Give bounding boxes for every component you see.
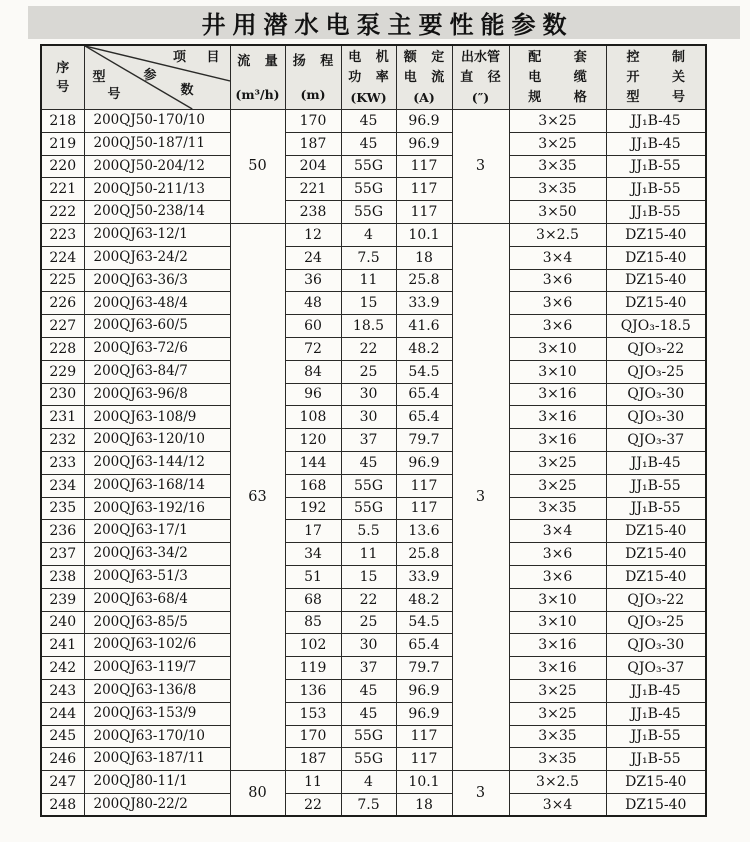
cable-spec-cell: 3×16 [509, 383, 606, 406]
serial-header-line2: 号 [56, 79, 70, 95]
model-cell: 200QJ63-60/5 [84, 315, 230, 338]
table-row [41, 155, 706, 178]
head-cell: 84 [285, 360, 341, 383]
motor-power-cell: 11 [341, 543, 396, 566]
diagonal-label-param-2: 数 [180, 83, 194, 98]
head-cell: 85 [285, 611, 341, 634]
serial-number-cell: 222 [41, 201, 84, 224]
col-header-outlet-diameter [452, 45, 509, 110]
table-row [41, 634, 706, 657]
diagonal-label-param-1: 参 [143, 68, 157, 83]
model-cell: 200QJ63-24/2 [84, 246, 230, 269]
outlet-diameter-cell: 3 [452, 110, 509, 224]
serial-number-cell: 228 [41, 337, 84, 360]
switch-model-cell: QJO₃-22 [606, 337, 706, 360]
head-cell: 60 [285, 315, 341, 338]
power-header-line1: 电 机 [348, 50, 389, 65]
flow-rate-cell: 80 [230, 771, 285, 817]
rated-current-cell: 54.5 [396, 611, 452, 634]
head-cell: 144 [285, 451, 341, 474]
switch-model-cell: DZ15-40 [606, 771, 706, 794]
motor-power-cell: 30 [341, 406, 396, 429]
rated-current-cell: 96.9 [396, 132, 452, 155]
flow-header-label: 流 量 [237, 54, 278, 69]
rated-current-cell: 33.9 [396, 565, 452, 588]
model-cell: 200QJ50-204/12 [84, 155, 230, 178]
diagonal-label-model-2: 号 [107, 87, 121, 102]
head-cell: 187 [285, 748, 341, 771]
motor-power-cell: 37 [341, 657, 396, 680]
model-cell: 200QJ50-170/10 [84, 110, 230, 133]
rated-current-cell: 10.1 [396, 771, 452, 794]
motor-power-cell: 30 [341, 383, 396, 406]
cable-spec-cell: 3×16 [509, 657, 606, 680]
table-row [41, 223, 706, 246]
rated-current-cell: 117 [396, 178, 452, 201]
col-header-model-diagonal [84, 45, 230, 110]
diagonal-label-model-1: 型 [92, 70, 106, 85]
motor-power-cell: 55G [341, 155, 396, 178]
cable-spec-cell: 3×4 [509, 246, 606, 269]
motor-power-cell: 45 [341, 679, 396, 702]
model-cell: 200QJ63-170/10 [84, 725, 230, 748]
serial-number-cell: 234 [41, 474, 84, 497]
table-row [41, 383, 706, 406]
rated-current-cell: 96.9 [396, 110, 452, 133]
current-header-unit: (A) [413, 89, 435, 105]
switch-model-cell: QJO₃-22 [606, 588, 706, 611]
outlet-header-line1: 出水管 [460, 50, 500, 65]
serial-number-cell: 248 [41, 793, 84, 816]
serial-number-cell: 236 [41, 520, 84, 543]
motor-power-cell: 7.5 [341, 246, 396, 269]
head-cell: 68 [285, 588, 341, 611]
switch-model-cell: DZ15-40 [606, 565, 706, 588]
motor-power-cell: 25 [341, 360, 396, 383]
motor-power-cell: 22 [341, 337, 396, 360]
cable-header-line1: 配 套 [528, 50, 587, 65]
serial-number-cell: 245 [41, 725, 84, 748]
head-cell: 192 [285, 497, 341, 520]
rated-current-cell: 65.4 [396, 634, 452, 657]
model-cell: 200QJ63-144/12 [84, 451, 230, 474]
rated-current-cell: 48.2 [396, 588, 452, 611]
col-header-motor-power [341, 45, 396, 110]
head-header-label: 扬 程 [292, 54, 334, 69]
cable-header-line2: 电 缆 [528, 70, 587, 85]
table-row [41, 702, 706, 725]
outlet-header-unit: (″) [471, 89, 490, 105]
current-header-line2: 电 流 [403, 70, 445, 86]
table-row [41, 178, 706, 201]
rated-current-cell: 25.8 [396, 543, 452, 566]
rated-current-cell: 25.8 [396, 269, 452, 292]
model-cell: 200QJ63-72/6 [84, 337, 230, 360]
switch-model-cell: JJ₁B-55 [606, 748, 706, 771]
table-row [41, 429, 706, 452]
col-header-control-switch [606, 45, 706, 110]
head-cell: 108 [285, 406, 341, 429]
model-cell: 200QJ63-108/9 [84, 406, 230, 429]
col-header-head [285, 45, 341, 110]
motor-power-cell: 45 [341, 110, 396, 133]
head-cell: 187 [285, 132, 341, 155]
table-row [41, 679, 706, 702]
switch-model-cell: QJO₃-18.5 [606, 315, 706, 338]
cable-header-line3: 规 格 [528, 90, 587, 105]
power-header-line2: 功 率 [348, 70, 389, 86]
head-cell: 34 [285, 543, 341, 566]
model-cell: 200QJ63-36/3 [84, 269, 230, 292]
switch-model-cell: QJO₃-25 [606, 360, 706, 383]
serial-header-line1: 序 [56, 60, 70, 76]
serial-number-cell: 221 [41, 178, 84, 201]
motor-power-cell: 15 [341, 292, 396, 315]
cable-spec-cell: 3×10 [509, 611, 606, 634]
switch-model-cell: QJO₃-30 [606, 406, 706, 429]
rated-current-cell: 117 [396, 155, 452, 178]
rated-current-cell: 65.4 [396, 406, 452, 429]
table-row [41, 725, 706, 748]
table-row [41, 246, 706, 269]
serial-number-cell: 229 [41, 360, 84, 383]
serial-number-cell: 232 [41, 429, 84, 452]
model-cell: 200QJ63-17/1 [84, 520, 230, 543]
rated-current-cell: 18 [396, 793, 452, 816]
rated-current-cell: 33.9 [396, 292, 452, 315]
table-row [41, 292, 706, 315]
table-row [41, 315, 706, 338]
serial-number-cell: 242 [41, 657, 84, 680]
head-header-unit: (m) [300, 86, 326, 102]
header-row [41, 45, 706, 110]
head-cell: 120 [285, 429, 341, 452]
rated-current-cell: 10.1 [396, 223, 452, 246]
switch-header-line3: 型 号 [626, 90, 686, 105]
serial-number-cell: 219 [41, 132, 84, 155]
switch-model-cell: JJ₁B-45 [606, 132, 706, 155]
switch-model-cell: JJ₁B-55 [606, 155, 706, 178]
serial-number-cell: 244 [41, 702, 84, 725]
table-row [41, 474, 706, 497]
rated-current-cell: 117 [396, 474, 452, 497]
head-cell: 96 [285, 383, 341, 406]
table-row [41, 657, 706, 680]
motor-power-cell: 55G [341, 497, 396, 520]
table-row [41, 110, 706, 133]
head-cell: 48 [285, 292, 341, 315]
motor-power-cell: 45 [341, 132, 396, 155]
table-row [41, 337, 706, 360]
cable-spec-cell: 3×35 [509, 748, 606, 771]
cable-spec-cell: 3×25 [509, 110, 606, 133]
rated-current-cell: 79.7 [396, 429, 452, 452]
outlet-diameter-cell: 3 [452, 771, 509, 817]
serial-number-cell: 220 [41, 155, 84, 178]
switch-model-cell: JJ₁B-55 [606, 178, 706, 201]
cable-spec-cell: 3×6 [509, 292, 606, 315]
head-cell: 51 [285, 565, 341, 588]
table-row [41, 565, 706, 588]
head-cell: 11 [285, 771, 341, 794]
switch-model-cell: JJ₁B-55 [606, 474, 706, 497]
col-header-flow [230, 45, 285, 110]
switch-model-cell: QJO₃-25 [606, 611, 706, 634]
cable-spec-cell: 3×50 [509, 201, 606, 224]
motor-power-cell: 55G [341, 178, 396, 201]
motor-power-cell: 11 [341, 269, 396, 292]
cable-spec-cell: 3×25 [509, 679, 606, 702]
motor-power-cell: 25 [341, 611, 396, 634]
table-row [41, 406, 706, 429]
head-cell: 22 [285, 793, 341, 816]
cable-spec-cell: 3×25 [509, 132, 606, 155]
table-row [41, 611, 706, 634]
table-row [41, 543, 706, 566]
cable-spec-cell: 3×35 [509, 497, 606, 520]
model-cell: 200QJ63-168/14 [84, 474, 230, 497]
rated-current-cell: 117 [396, 748, 452, 771]
table-row [41, 748, 706, 771]
serial-number-cell: 231 [41, 406, 84, 429]
rated-current-cell: 48.2 [396, 337, 452, 360]
col-header-cable-spec [509, 45, 606, 110]
power-header-unit: (KW) [350, 89, 387, 105]
model-cell: 200QJ63-136/8 [84, 679, 230, 702]
switch-model-cell: JJ₁B-55 [606, 725, 706, 748]
serial-number-cell: 238 [41, 565, 84, 588]
cable-spec-cell: 3×16 [509, 634, 606, 657]
model-cell: 200QJ80-11/1 [84, 771, 230, 794]
table-row [41, 132, 706, 155]
cable-spec-cell: 3×6 [509, 315, 606, 338]
model-cell: 200QJ63-192/16 [84, 497, 230, 520]
serial-number-cell: 235 [41, 497, 84, 520]
rated-current-cell: 79.7 [396, 657, 452, 680]
model-cell: 200QJ63-84/7 [84, 360, 230, 383]
cable-spec-cell: 3×4 [509, 793, 606, 816]
switch-model-cell: JJ₁B-45 [606, 110, 706, 133]
switch-model-cell: QJO₃-37 [606, 657, 706, 680]
switch-model-cell: DZ15-40 [606, 292, 706, 315]
cable-spec-cell: 3×4 [509, 520, 606, 543]
switch-header-line1: 控 制 [626, 50, 686, 65]
model-cell: 200QJ50-211/13 [84, 178, 230, 201]
rated-current-cell: 18 [396, 246, 452, 269]
head-cell: 36 [285, 269, 341, 292]
serial-header [42, 46, 84, 109]
serial-number-cell: 237 [41, 543, 84, 566]
switch-model-cell: QJO₃-30 [606, 634, 706, 657]
cable-spec-cell: 3×35 [509, 178, 606, 201]
serial-number-cell: 218 [41, 110, 84, 133]
head-cell: 17 [285, 520, 341, 543]
col-header-rated-current [396, 45, 452, 110]
table-row [41, 588, 706, 611]
model-cell: 200QJ50-238/14 [84, 201, 230, 224]
page-title: 井用潜水电泵主要性能参数 [28, 6, 740, 39]
col-header-serial [41, 45, 84, 110]
head-cell: 102 [285, 634, 341, 657]
serial-number-cell: 243 [41, 679, 84, 702]
cable-spec-cell: 3×6 [509, 269, 606, 292]
model-cell: 200QJ63-85/5 [84, 611, 230, 634]
rated-current-cell: 65.4 [396, 383, 452, 406]
switch-model-cell: QJO₃-30 [606, 383, 706, 406]
current-header-line1: 额 定 [403, 50, 445, 65]
motor-power-cell: 4 [341, 223, 396, 246]
cable-spec-cell: 3×35 [509, 725, 606, 748]
table-row [41, 451, 706, 474]
head-cell: 204 [285, 155, 341, 178]
rated-current-cell: 117 [396, 201, 452, 224]
switch-model-cell: JJ₁B-45 [606, 679, 706, 702]
motor-power-cell: 18.5 [341, 315, 396, 338]
rated-current-cell: 96.9 [396, 451, 452, 474]
switch-model-cell: QJO₃-37 [606, 429, 706, 452]
switch-model-cell: DZ15-40 [606, 520, 706, 543]
switch-header-line2: 开 关 [626, 70, 686, 85]
model-cell: 200QJ63-102/6 [84, 634, 230, 657]
rated-current-cell: 117 [396, 725, 452, 748]
cable-spec-cell: 3×25 [509, 474, 606, 497]
table-row [41, 201, 706, 224]
head-cell: 170 [285, 110, 341, 133]
serial-number-cell: 240 [41, 611, 84, 634]
head-cell: 221 [285, 178, 341, 201]
model-cell: 200QJ63-34/2 [84, 543, 230, 566]
switch-model-cell: JJ₁B-45 [606, 702, 706, 725]
rated-current-cell: 54.5 [396, 360, 452, 383]
flow-header-unit: (m³/h) [235, 86, 280, 102]
switch-model-cell: DZ15-40 [606, 246, 706, 269]
switch-model-cell: DZ15-40 [606, 543, 706, 566]
switch-model-cell: DZ15-40 [606, 793, 706, 816]
model-cell: 200QJ63-96/8 [84, 383, 230, 406]
model-cell: 200QJ63-153/9 [84, 702, 230, 725]
motor-power-cell: 37 [341, 429, 396, 452]
head-cell: 119 [285, 657, 341, 680]
model-cell: 200QJ63-120/10 [84, 429, 230, 452]
head-cell: 12 [285, 223, 341, 246]
cable-spec-cell: 3×6 [509, 565, 606, 588]
table-row [41, 793, 706, 816]
motor-power-cell: 55G [341, 474, 396, 497]
rated-current-cell: 96.9 [396, 679, 452, 702]
head-cell: 24 [285, 246, 341, 269]
motor-power-cell: 55G [341, 748, 396, 771]
rated-current-cell: 117 [396, 497, 452, 520]
motor-power-cell: 55G [341, 725, 396, 748]
outlet-diameter-cell: 3 [452, 223, 509, 770]
model-cell: 200QJ63-68/4 [84, 588, 230, 611]
cable-spec-cell: 3×10 [509, 337, 606, 360]
motor-power-cell: 5.5 [341, 520, 396, 543]
head-cell: 168 [285, 474, 341, 497]
table-row [41, 360, 706, 383]
model-cell: 200QJ50-187/11 [84, 132, 230, 155]
motor-power-cell: 45 [341, 451, 396, 474]
model-cell: 200QJ63-187/11 [84, 748, 230, 771]
model-cell: 200QJ63-48/4 [84, 292, 230, 315]
serial-number-cell: 246 [41, 748, 84, 771]
switch-model-cell: JJ₁B-55 [606, 497, 706, 520]
rated-current-cell: 96.9 [396, 702, 452, 725]
head-cell: 136 [285, 679, 341, 702]
cable-spec-cell: 3×35 [509, 155, 606, 178]
serial-number-cell: 223 [41, 223, 84, 246]
cable-spec-cell: 3×6 [509, 543, 606, 566]
cable-spec-cell: 3×16 [509, 406, 606, 429]
cable-spec-cell: 3×10 [509, 588, 606, 611]
outlet-header-line2: 直 径 [460, 70, 501, 86]
head-cell: 153 [285, 702, 341, 725]
table-body [41, 110, 706, 817]
table-row [41, 520, 706, 543]
cable-spec-cell: 3×10 [509, 360, 606, 383]
serial-number-cell: 230 [41, 383, 84, 406]
cable-spec-cell: 3×2.5 [509, 223, 606, 246]
cable-spec-cell: 3×25 [509, 451, 606, 474]
serial-number-cell: 233 [41, 451, 84, 474]
serial-number-cell: 241 [41, 634, 84, 657]
motor-power-cell: 22 [341, 588, 396, 611]
rated-current-cell: 41.6 [396, 315, 452, 338]
switch-model-cell: JJ₁B-45 [606, 451, 706, 474]
cable-spec-cell: 3×2.5 [509, 771, 606, 794]
motor-power-cell: 30 [341, 634, 396, 657]
rated-current-cell: 13.6 [396, 520, 452, 543]
head-cell: 170 [285, 725, 341, 748]
switch-model-cell: JJ₁B-55 [606, 201, 706, 224]
serial-number-cell: 224 [41, 246, 84, 269]
motor-power-cell: 4 [341, 771, 396, 794]
model-cell: 200QJ63-51/3 [84, 565, 230, 588]
table-row [41, 771, 706, 794]
motor-power-cell: 15 [341, 565, 396, 588]
flow-rate-cell: 50 [230, 110, 285, 224]
table-row [41, 497, 706, 520]
serial-number-cell: 226 [41, 292, 84, 315]
serial-number-cell: 225 [41, 269, 84, 292]
switch-model-cell: DZ15-40 [606, 269, 706, 292]
flow-rate-cell: 63 [230, 223, 285, 770]
diagonal-label-item: 项 目 [172, 50, 220, 65]
switch-model-cell: DZ15-40 [606, 223, 706, 246]
motor-power-cell: 45 [341, 702, 396, 725]
motor-power-cell: 55G [341, 201, 396, 224]
serial-number-cell: 247 [41, 771, 84, 794]
serial-number-cell: 239 [41, 588, 84, 611]
model-cell: 200QJ63-12/1 [84, 223, 230, 246]
serial-number-cell: 227 [41, 315, 84, 338]
model-cell: 200QJ63-119/7 [84, 657, 230, 680]
model-cell: 200QJ80-22/2 [84, 793, 230, 816]
head-cell: 72 [285, 337, 341, 360]
head-cell: 238 [285, 201, 341, 224]
cable-spec-cell: 3×16 [509, 429, 606, 452]
table-row [41, 269, 706, 292]
cable-spec-cell: 3×25 [509, 702, 606, 725]
motor-power-cell: 7.5 [341, 793, 396, 816]
pump-parameters-table [40, 44, 707, 817]
